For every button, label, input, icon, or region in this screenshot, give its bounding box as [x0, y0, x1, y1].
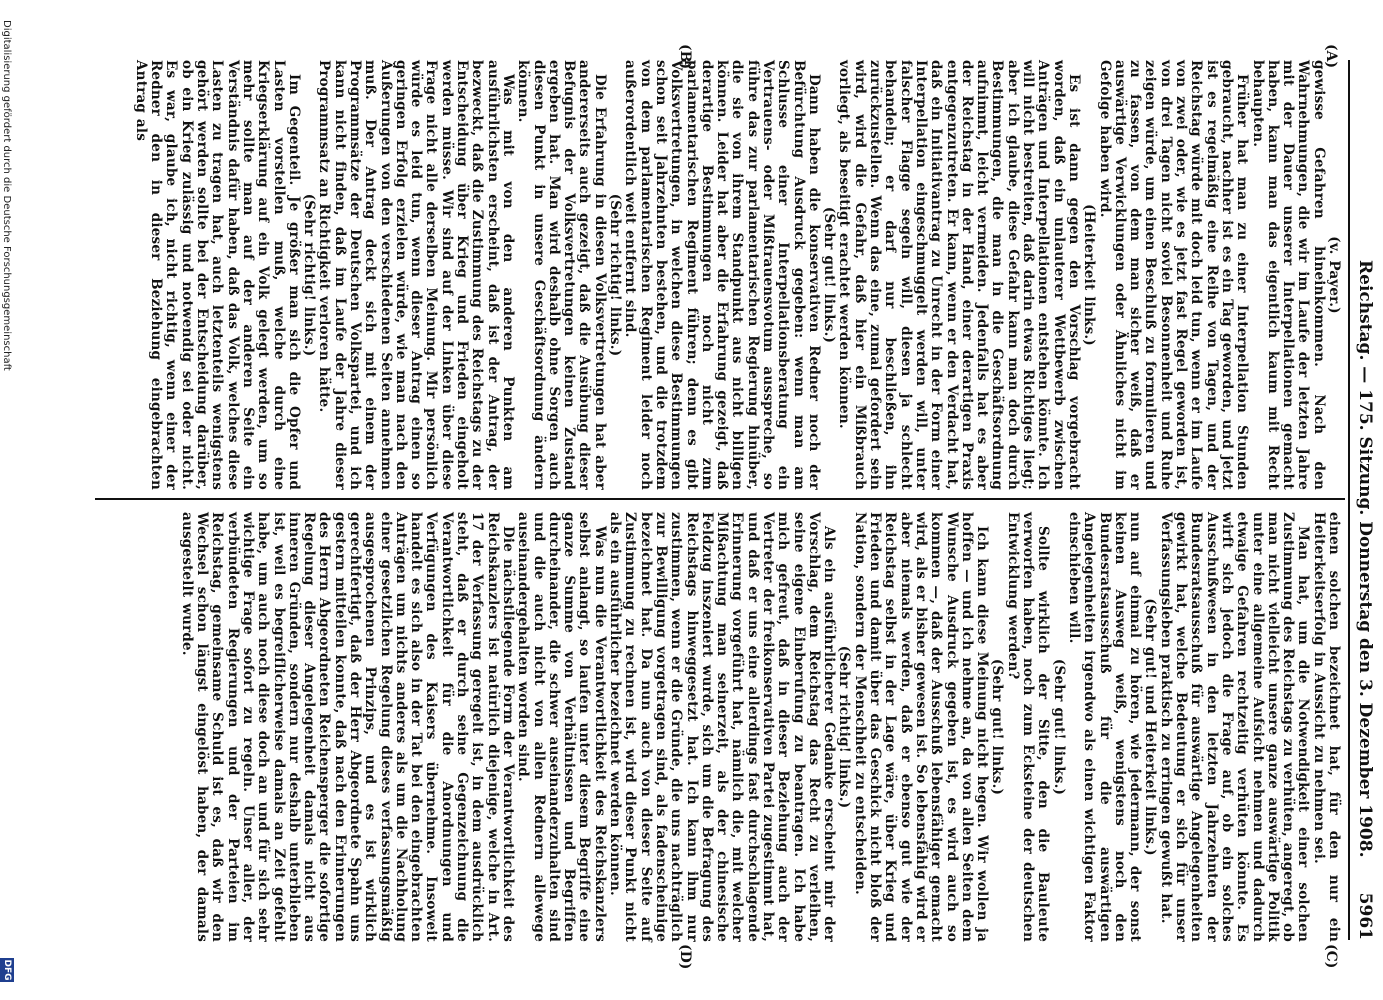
right-column: [178, 512, 1341, 942]
interjection: (Sehr richtig! links.): [836, 645, 853, 809]
margin-marker-a: (A): [1323, 44, 1339, 69]
page-header: [1351, 60, 1375, 940]
paragraph: Es ist dann gegen den Vorschlag vorgebracht worden, daß ein unlauterer Wettbewerb zwischen Anträgen und Interpellationen entstehen könnte. Ich will nicht bestreiten, daß darin etwas Richtiges liegt; aber ich glaube, diese Gefahr kann man doch durch Bestimmungen, die man in die Geschäftsordnung aufnimmt, leicht vermeiden. Jedenfalls hat es aber der Reichstag in der Hand, einer derartigen Praxis entgegenzutreten. Er kann, wenn er den Verdacht hat, daß ein Initiativantrag zu Unrecht in der Form einer Interpellation eingeschmuggelt werden will, unter falscher Flagge segeln will, diesen ja schlecht behandeln; er darf nur beschließen, ihn zurückzustellen. Wenn das eine, zumal gefordert sein wird, wird die Gefahr, daß hier ein Mißbrauch vorliegt, als beseitigt erachtet werden können.: [836, 60, 1082, 490]
left-column: [133, 60, 1341, 490]
paragraph: Im Gegenteil. Je größer man sich die Opfer und Lasten vorstellen muß, welche durch eine Kriegserklärung auf ein Volk gelegt werden, um so mehr sollte man auf der anderen Seite ein Verständnis dafür haben, daß das Volk, welches diese Lasten zu tragen hat, auch letztenteils wenigstens gehört werden sollte bei der Entscheidung darüber, ob ein Krieg zulässig und notwendig sei oder nicht. Es war, glaube ich, nicht richtig, wenn einer der Redner den in dieser Beziehung eingebrachten Antrag als: [132, 60, 302, 490]
interjection: (Sehr gut! links.): [821, 206, 838, 344]
dfg-logo: DFG: [2, 959, 12, 981]
running-head: Reichstag. — 175. Sitzung. Donnerstag den 3. Dezember 1908.: [1355, 260, 1375, 858]
paragraph: Dann haben die konservativen Redner noch der Befürchtung Ausdruck gegeben: wenn man am Schlusse einer Interpellationsberatung ein Vertrauens- oder Mißtrauensvotum ausspreche, so führe das zur parlamentarischen Regierung hinüber, die sie von ihrem Standpunkt aus nicht billigen können. Leider hat aber die Erfahrung gezeigt, daß derartige Bestimmungen noch nicht zum parlamentarischen Regiment führen; denn es gibt Volksvertretungen, in welchen diese Bestimmungen schon seit Jahrzehnten bestehen, und die trotzdem von dem parlamentarischen Regiment leider noch außerordentlich weit entfernt sind.: [622, 60, 822, 490]
paragraph: Früher hat man zu einer Interpellation Stunden gebraucht, nachher ist es ein Tag geworden, und jetzt ist es regelmäßig eine Reihe von Tagen, und der Reichstag würde mit doch leid tun, wenn er im Laufe von zwei oder, wie es jetzt fast Regel geworden ist, von drei Tagen nicht soviel Besonnenheit und Ruhe zeigen würde, um einen Beschluß zu formulieren und zu fassen, von dem man sicher weiß, daß er auswärtige Verwicklungen oder Ähnliches nicht im Gefolge haben wird.: [1096, 60, 1251, 490]
interjection: (Sehr richtig! links.): [301, 193, 318, 357]
page-number: 5961: [1355, 892, 1375, 940]
digitization-credit: Digitalisierung gefördert durch die Deutsche Forschungsgemeinschaft: [1, 20, 12, 371]
speaker-label: (v. Payer.): [1326, 236, 1342, 314]
interjection: (Heiterkeit links.): [1081, 204, 1098, 346]
paragraph: einen solchen bezeichnet hat, für den nur ein Heiterkeitserfolg in Aussicht zu nehmen sei.: [1310, 512, 1342, 942]
interjection: (Sehr gut! links.): [1050, 658, 1067, 796]
footer: [0, 0, 12, 981]
paragraph: Was mit von den anderen Punkten am ausführlichsten erscheint, daß ist der Antrag, der bezweckt, daß die Zustimmung des Reichstags zu der Entscheidung über Krieg und Frieden eingeholt werden müsse. Wir sind auf der Linken über diese Frage nicht alle derselben Meinung. Mir persönlich würde es leid tun, wenn dieser Antrag einen so geringen Erfolg erzielen würde, wie man nach den Äußerungen von den verschiedenen Seiten annehmen muß. Der Antrag deckt sich mit einem der Programmsätze der Deutschen Volkspartei, und ich kann nicht finden, daß im Laufe der Jahre dieser Programmsatz an Richtigkeit verloren hätte.: [316, 60, 516, 490]
paragraph: gewisse Gefahren hineinkommen. Nach den Wahrnehmungen, die wir im Laufe der letzten Jahre mit der Dauer unserer Interpellationen gemacht haben, kann man das eigentlich kaum mit Recht behaupten.: [1249, 60, 1327, 490]
margin-marker-b: (B): [677, 44, 693, 70]
paragraph: nun auf einmal zu hören, wie jedermann, der sonst keinen Ausweg weiß, wenigstens noch den Bundesratsausschuß für die auswärtigen Angelegenheiten irgendwo als einen wichtigen Faktor einschieben will.: [1065, 512, 1144, 942]
interjection: (Sehr gut! und Heiterkeit links.): [1142, 598, 1159, 856]
column-divider: [95, 498, 1345, 500]
paragraph: Man hat, um die Notwendigkeit einer solchen Zustimmung des Reichstags zu verhüten, angeregt, ob man nicht vielleicht unsere ganze auswärtige Politik unter eine allgemeine Aufsicht nehmen und dadurch etwaige Gefahren rechtzeitig verhüten könnte. Es wirft sich jedoch die Frage auf, ob ein solches Ausschußwesen in den letzten Jahrzehnten der Bundesratsausschuß für auswärtige Angelegenheiten gewirkt hat, welche Bedeutung er sich für unser Verfassungsleben praktisch zu erringen gewußt hat.: [1157, 512, 1312, 943]
paragraph: Als ein ausführlicherer Gedanke erscheint mir der Vorschlag, dem Reichstag das Recht zu verleihen, seine eigene Einberufung zu beantragen. Ich habe mich gefreut, daß in dieser Beziehung auch der Vertreter der freikonservativen Partei zugestimmt hat, und daß er uns eine allerdings fast durchschlagende Erinnerung vorgeführt hat, nämlich die, mit welcher Mißachtung man seinerzeit, als der chinesische Feldzug inszeniert wurde, sich um die Befragung des Reichstags hinweggesetzt hat. Ich kann ihm nur zustimmen, wenn er die Gründe, die uns nachträglich zur Bewilligung vorgetragen sind, als fadenscheinige bezeichnet hat. Da nun auch von dieser Seite auf Zustimmung zu rechnen ist, wird dieser Punkt nicht als ein ausführlicher bezeichnet werden können.: [607, 512, 838, 942]
interjection: (Sehr gut! links.): [989, 658, 1006, 796]
interjection: (Sehr richtig! links.): [607, 193, 624, 357]
margin-marker-c: (C): [1323, 944, 1339, 969]
paragraph: Was nun die Verantwortlichkeit des Reichskanzlers selbst anlangt, so laufen unter diesem Begriffe eine ganze Summe von Verhältnissen und Begriffen durcheinander, die schwer auseinanderzuhalten sind und die auch nicht von allen Rednern allewege auseinandergehalten worden sind.: [515, 512, 608, 942]
paragraph: Die Erfahrung in diesen Volksvertretungen hat aber andererseits auch gezeigt, daß die Ausübung dieser Befugnis der Volksvertretungen keinen Zustand ergeben hat. Man wird deshalb ohne Sorgen auch diesen Punkt in unsere Geschäftsordnung ändern können.: [515, 60, 608, 490]
paragraph: Die nächstliegende Form der Verantwortlichkeit des Reichskanzlers ist natürlich diejenige, welche in Art. 17 der Verfassung geregelt ist, in dem ausdrücklich steht, daß er durch seine Gegenzeichnung die Verantwortlichkeit für die Anordnungen und Verfügungen des Kaisers übernehme. Insoweit handelt es sich also in der Tat bei den eingebrachten Anträgen um nichts anderes als um die Nachholung einer gesetzlichen Regelung dieses verfassungsmäßig ausgesprochenen Prinzips, und es ist wirklich gerechtfertigt, daß der Herr Abgeordnete Spahn uns gestern mitteilen konnte, daß nach den Erinnerungen des Herrn Abgeordneten Reichensperger die sofortige Regelung dieser Angelegenheit damals nicht aus inneren Gründen, sondern nur deshalb unterblieben ist, weil es begreiflicherweise damals an Zeit gefehlt habe, um auch noch diese doch an und für sich sehr wichtige Frage sofort zu regeln. Unser aller, der verbündeten Regierungen und der Parteien im Reichstag, gemeinsame Schuld ist es, daß wir den Wechsel schon längst eingelöst haben, der damals ausgestellt wurde.: [178, 512, 516, 942]
paragraph: Ich kann diese Meinung nicht hegen. Wir wollen ja hoffen — und ich nehme an, da von allen Seiten dem Wunsche Ausdruck gegeben ist, es wird auch so kommen —, daß der Ausschuß lebensfähiger gemacht wird, als er bisher gewesen ist. So lebensfähig wird er aber niemals werden, daß er ebenso gut wie der Reichstag selbst in der Lage wäre, über Krieg und Frieden und damit über das Geschick nicht bloß der Nation, sondern der Menschheit zu entscheiden.: [851, 512, 991, 942]
header-rule: [1348, 60, 1350, 940]
margin-marker-d: (D): [677, 944, 693, 970]
paragraph: Sollte wirklich der Sitte, den die Bauleute verworfen haben, noch zum Ecksteine der deutschen Entwicklung werden?: [1004, 512, 1052, 942]
